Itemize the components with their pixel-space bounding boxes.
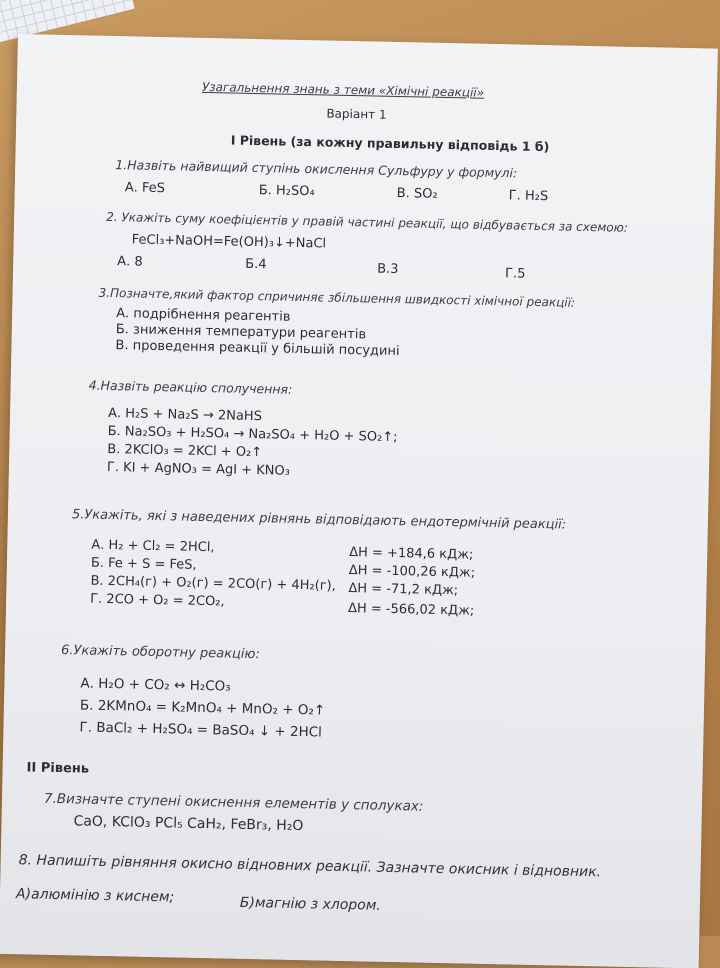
q2-option-b: Б.4 — [245, 256, 267, 273]
q7-text: 7.Визначте ступені окиснення елементів у сполуках: — [43, 790, 424, 815]
q6-text: 6.Укажіть оборотну реакцію: — [60, 643, 260, 663]
q8-part-a: А)алюмінію з киснем; — [15, 886, 175, 906]
level2-heading: II Рівень — [26, 760, 90, 777]
q2-option-d: Г.5 — [504, 266, 526, 282]
variant-label: Варіант 1 — [326, 106, 387, 122]
q8-text: 8. Напишіть рівняння окисно відновних реакції. Зазначте окисник і відновник. — [18, 852, 602, 881]
q6-option-c: Г. BaCl₂ + H₂SO₄ = BaSO₄ ↓ + 2HCl — [79, 719, 323, 741]
q3-text: 3.Позначте,який фактор спричиняє збільшення швидкості хімічної реакції: — [98, 285, 576, 310]
q6-option-a: А. H₂O + CO₂ ↔ H₂CO₃ — [80, 675, 231, 695]
q4-option-d: Г. KI + AgNO₃ = AgI + KNO₃ — [106, 459, 291, 479]
q1-option-a: А. FeS — [124, 180, 166, 197]
q2-option-a: А. 8 — [117, 254, 143, 270]
q1-option-b: Б. H₂SO₄ — [258, 183, 315, 200]
q6-option-b: Б. 2KMnO₄ = K₂MnO₄ + MnO₂ + O₂↑ — [79, 697, 326, 719]
q3-option-c: В. проведення реакції у більшій посудині — [115, 338, 400, 360]
q5-option-c: В. 2CH₄(г) + O₂(г) = 2CO(г) + 4H₂(г), — [90, 573, 336, 594]
q2-option-c: В.3 — [376, 261, 399, 278]
q5-option-b: Б. Fe + S = FeS, — [90, 555, 197, 573]
q4-option-a: А. H₂S + Na₂S → 2NaHS — [107, 405, 263, 425]
q5-option-a: А. H₂ + Cl₂ = 2HCl, — [91, 537, 215, 556]
q5-text: 5.Укажіть, які з наведених рівнянь відповідають ендотермічній реакції: — [71, 507, 567, 533]
q1-text: 1.Назвіть найвищий ступінь окислення Сульфуру у формулі: — [115, 157, 518, 181]
q1-option-d: Г. H₂S — [508, 188, 549, 205]
q3-option-a: А. подрібнення реагентів — [116, 306, 291, 325]
q5-option-d: Г. 2CO + O₂ = 2CO₂, — [90, 591, 225, 610]
worksheet-paper — [0, 34, 718, 968]
q8-part-b: Б)магнію з хлором. — [239, 894, 381, 914]
q5-enthalpy-b: ΔH = -100,26 кДж; — [348, 563, 476, 581]
q5-enthalpy-c: ΔH = -71,2 кДж; — [348, 581, 459, 599]
q7-compounds: CaO, KClO₃ PCl₅ CaH₂, FeBr₃, H₂O — [73, 813, 304, 835]
q2-scheme: FeCl₃+NaOH=Fe(OH)₃↓+NaCl — [131, 232, 327, 252]
level1-heading: I Рівень (за кожну правильну відповідь 1 б) — [230, 132, 550, 155]
q3-option-b: Б. зниження температури реагентів — [115, 322, 367, 343]
q4-option-b: Б. Na₂SO₃ + H₂SO₄ → Na₂SO₄ + H₂O + SO₂↑; — [107, 423, 398, 446]
q4-option-c: В. 2KClO₃ = 2KCl + O₂↑ — [107, 441, 263, 461]
q4-text: 4.Назвіть реакцію сполучення: — [88, 377, 293, 397]
document-title: Узагальнення знань з теми «Хімічні реакції» — [201, 79, 485, 100]
q1-option-c: В. SO₂ — [396, 185, 438, 202]
q5-enthalpy-d: ΔH = -566,02 кДж; — [347, 601, 475, 619]
q2-text: 2. Укажіть суму коефіцієнтів у правій частині реакції, що відбувається за схемою: — [106, 209, 628, 235]
q5-enthalpy-a: ΔH = +184,6 кДж; — [349, 545, 474, 563]
